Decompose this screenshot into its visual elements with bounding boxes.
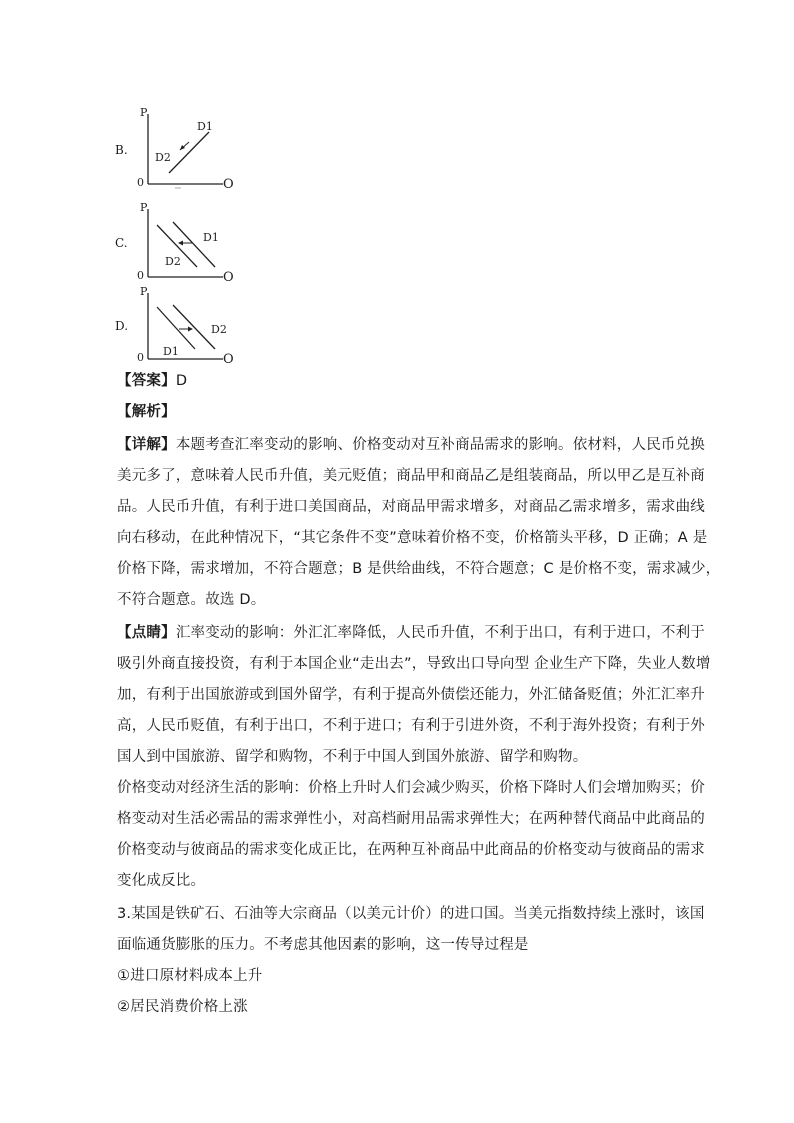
axis-q-label: O: [223, 270, 234, 285]
detail-tag: 【详解】: [117, 437, 176, 453]
analysis-tag: 【解析】: [117, 404, 176, 420]
question-line: 3.某国是铁矿石、石油等大宗商品（以美元计价）的进口国。当美元指数持续上涨时，该国: [117, 906, 705, 922]
question-line: 面临通货膨胀的压力。不考虑其他因素的影响，这一传导过程是: [117, 937, 529, 953]
detail-line: 品。人民币升值，有利于进口美国商品，对商品甲需求增多，对商品乙需求增多，需求曲线: [117, 499, 705, 515]
price-line: 价格变动与彼商品的需求变化成正比，在两种互补商品中此商品的价格变动与彼商品的需求: [117, 842, 705, 858]
point-text: 汇率变动的影响：外汇汇率降低，人民币升值，不利于出口，有利于进口，不利于: [175, 625, 706, 641]
answer-line: [117, 371, 187, 391]
curve-label-1: D1: [203, 231, 219, 244]
axis-p-label: P: [140, 106, 148, 119]
curve-label-1: D2: [211, 323, 227, 336]
analysis-line: [117, 402, 176, 422]
arrow-head: [178, 241, 183, 246]
axis-p-label: P: [140, 201, 148, 214]
curve-line: [169, 132, 209, 173]
question-item: ①进口原材料成本上升: [117, 968, 263, 984]
detail-line: 价格下降，需求增加，不符合题意；B 是供给曲线，不符合题意；C 是价格不变，需求减少，: [117, 561, 721, 577]
origin-label: 0: [137, 351, 144, 364]
point-line: 加，有利于出国旅游或到国外留学，有利于提高外债偿还能力，外汇储备贬值；外汇汇率升: [117, 687, 705, 703]
price-line: 变化成反比。: [117, 873, 206, 889]
detail-text: 本题考查汇率变动的影响、价格变动对互补商品需求的影响。依材料，人民币兑换: [175, 437, 706, 453]
origin-label: 0: [137, 269, 144, 282]
answer-value: D: [175, 373, 188, 389]
curve-line-right: [173, 305, 215, 349]
curve-label-2: D2: [155, 151, 171, 164]
curve-label-2: D2: [165, 255, 181, 268]
axis-q-label: O: [223, 352, 234, 367]
point-line: 高，人民币贬值，有利于出口，不利于进口；有利于引进外资，不利于海外投资；有利于外: [117, 718, 705, 734]
option-d-label: D.: [115, 319, 129, 333]
point-line: 吸引外商直接投资，有利于本国企业“走出去”，导致出口导向型 企业生产下降，失业人数增: [117, 656, 711, 672]
option-c-graph: [135, 203, 245, 289]
option-b-graph: [135, 108, 245, 196]
detail-line: [117, 435, 705, 455]
curve-label-1: D1: [197, 120, 213, 133]
price-line: 格变动对生活必需品的需求弹性小，对高档耐用品需求弹性大；在两种替代商品中此商品的: [117, 811, 705, 827]
point-line: [117, 623, 705, 643]
answer-tag: 【答案】: [117, 373, 176, 389]
detail-line: 不符合题意。故选 D。: [117, 592, 266, 608]
option-b-label: B.: [115, 143, 128, 157]
axis-p-label: P: [140, 285, 148, 298]
option-d-graph: [135, 287, 245, 373]
option-c-label: C.: [115, 236, 128, 250]
detail-line: 美元多了，意味着人民币升值，美元贬值；商品甲和商品乙是组装商品，所以甲乙是互补商: [117, 468, 705, 484]
price-line: 价格变动对经济生活的影响：价格上升时人们会减少购买，价格下降时人们会增加购买；价: [117, 780, 705, 796]
point-tag: 【点睛】: [117, 625, 176, 641]
axis-q-label: O: [223, 177, 234, 192]
curve-label-2: D1: [163, 345, 179, 358]
question-item: ②居民消费价格上涨: [117, 999, 248, 1015]
origin-label: 0: [137, 176, 144, 189]
point-line: 国人到中国旅游、留学和购物，不利于中国人到国外旅游、留学和购物。: [117, 749, 588, 765]
detail-line: 向右移动，在此种情况下，“其它条件不变”意味着价格不变，价格箭头平移，D 正确；A 是: [117, 530, 708, 546]
arrow-head: [188, 327, 193, 332]
